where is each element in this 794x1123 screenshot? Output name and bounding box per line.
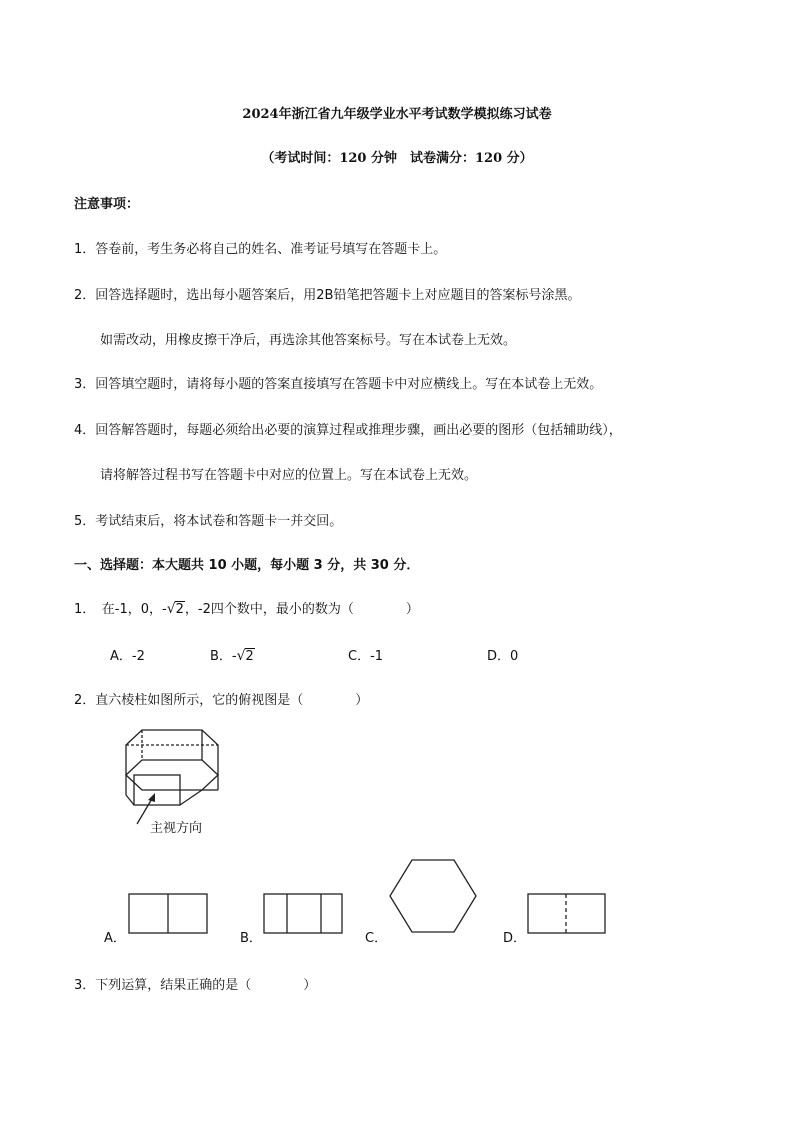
q2-option-b-figure [264,894,342,933]
prism-side-edge [180,790,202,805]
notice-item-4-cont: 请将解答过程书写在答题卡中对应的位置上。写在本试卷上无效。 [100,468,478,483]
notice-item-3: 3．回答填空题时，请将每小题的答案直接填写在答题卡中对应横线上。写在本试卷上无效。 [74,377,603,392]
q1-option-b-radicand: 2 [245,649,254,664]
q1-prefix: 1． 在-1，0， [74,602,163,617]
notice-heading: 注意事项： [74,197,140,212]
exam-subtitle: （考试时间：120 分钟 试卷满分：120 分） [261,151,533,166]
notice-item-5: 5．考试结束后，将本试卷和答题卡一并交回。 [74,514,343,529]
prism-back-edges [126,730,218,775]
q1-neg: - [162,602,167,617]
q2-option-d-label: D． [503,931,527,946]
question-3-stem: 3．下列运算，结果正确的是（ ） [74,978,317,993]
question-2-stem: 2．直六棱柱如图所示，它的俯视图是（ ） [74,693,369,708]
sqrt-symbol: √2 [166,601,184,617]
arrow-head [148,793,155,802]
q2-option-d-figure [528,894,605,933]
q1-radicand: 2 [175,602,184,617]
exam-title: 2024年浙江省九年级学业水平考试数学模拟练习试卷 [242,107,552,122]
q1-option-d: D．0 [487,649,519,664]
q1-suffix: ，-2四个数中，最小的数为（ ） [184,602,419,617]
q1-option-c: C．-1 [348,649,384,664]
q2-option-a-label: A． [104,931,126,946]
figure-label: 主视方向 [150,821,203,836]
sqrt-symbol: √2 [236,648,254,664]
q1-option-a: A．-2 [110,649,145,664]
section-heading: 一、选择题：本大题共 10 小题，每小题 3 分，共 30 分． [74,558,420,573]
q2-option-c-label: C． [365,931,388,946]
notice-item-2-cont: 如需改动，用橡皮擦干净后，再选涂其他答案标号。写在本试卷上无效。 [100,333,517,348]
notice-item-1: 1．答卷前，考生务必将自己的姓名、准考证号填写在答题卡上。 [74,242,447,257]
q2-option-a-figure [129,894,207,933]
q2-option-c-figure [390,860,476,932]
notice-item-2: 2．回答选择题时，选出每小题答案后，用2B铅笔把答题卡上对应题目的答案标号涂黑。 [74,288,581,303]
notice-item-4: 4．回答解答题时，每题必须给出必要的演算过程或推理步骤，画出必要的图形（包括辅助线）， [74,423,622,438]
q2-option-b-label: B． [240,931,262,946]
q1-option-b-prefix: B．- [210,649,237,664]
prism-side-edge [126,795,134,805]
